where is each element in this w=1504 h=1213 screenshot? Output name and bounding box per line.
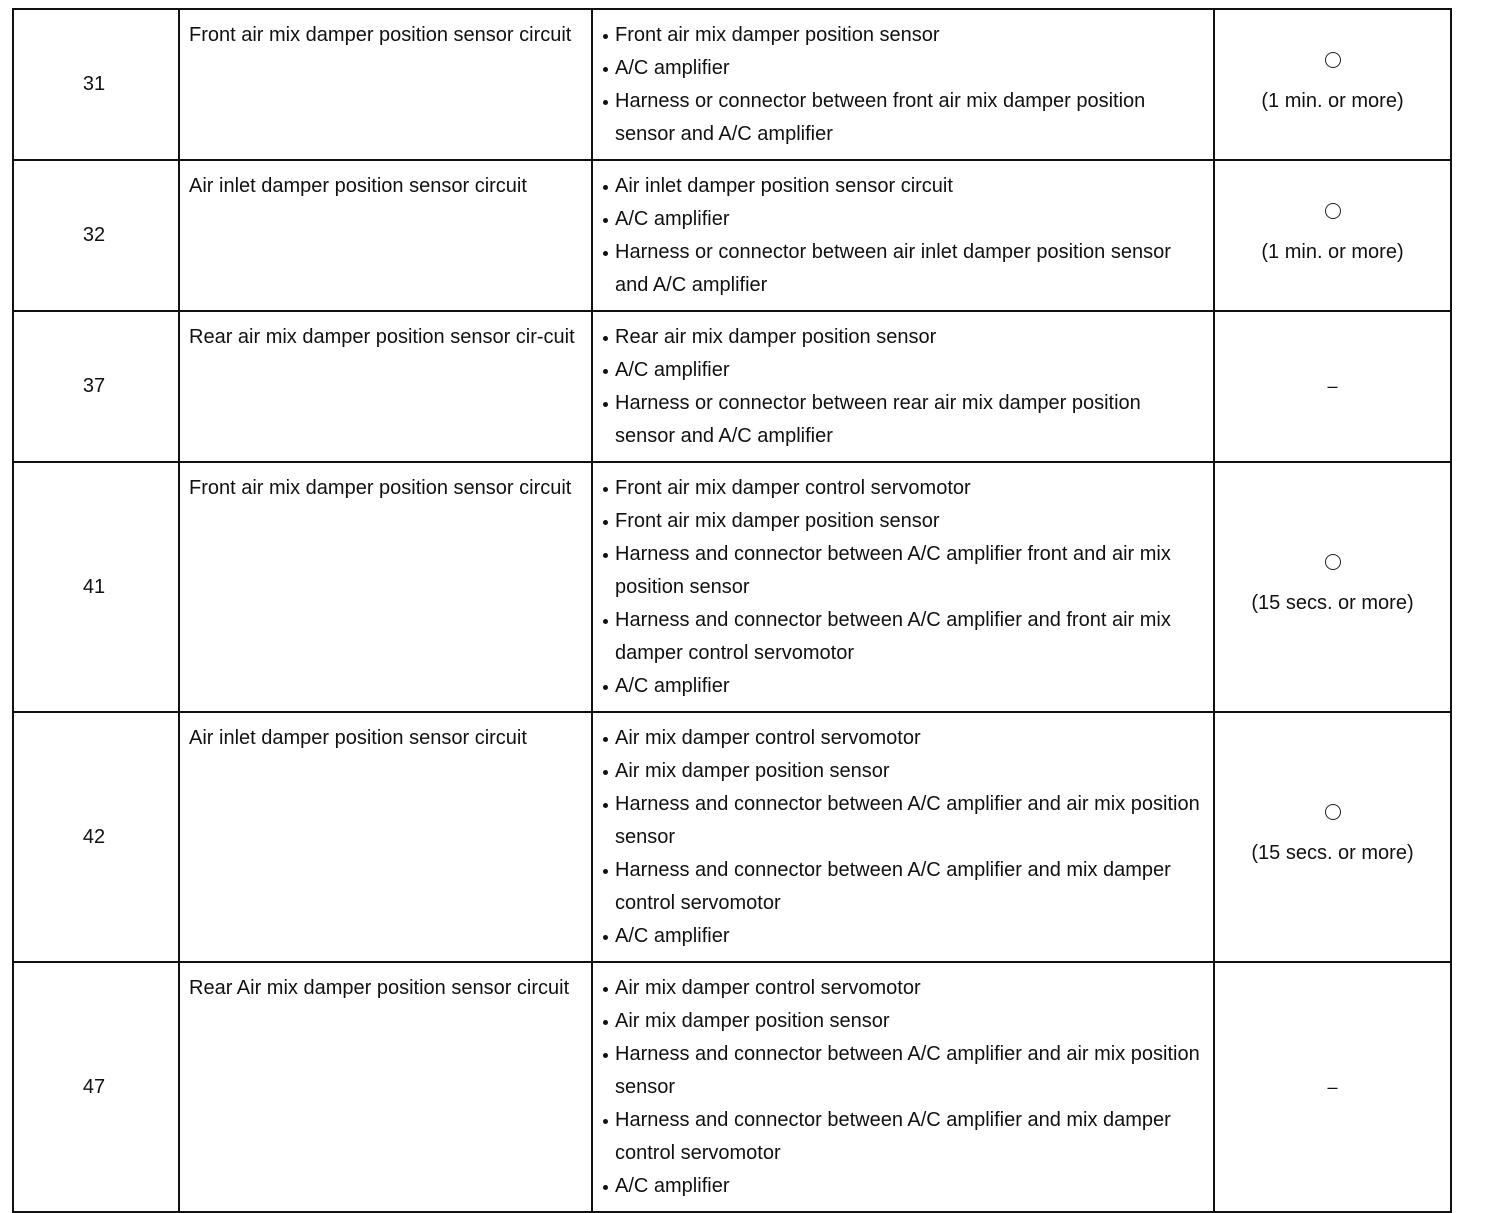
diagnostic-code: 41: [82, 575, 106, 598]
probable-cause-item: Harness or connector between air inlet damper position sensor and A/C amplifier: [602, 236, 1203, 302]
table-row: [13, 311, 1451, 462]
probable-cause-item: Front air mix damper control servomotor: [602, 472, 1203, 505]
not-applicable-dash: –: [1327, 376, 1338, 396]
memory-duration-text: (1 min. or more): [1261, 89, 1404, 112]
probable-cause-cell: [592, 311, 1214, 462]
memory-function-cell: [1214, 9, 1451, 160]
detected-item-text: Rear Air mix damper position sensor circuit: [189, 977, 570, 999]
probable-cause-item: Harness and connector between A/C amplifier and mix damper control servomotor: [602, 1104, 1203, 1170]
diagnostic-code-cell: [13, 311, 179, 462]
diagnostic-code-cell: [13, 712, 179, 962]
detected-item-text: Front air mix damper position sensor circuit: [189, 477, 572, 499]
probable-cause-cell: [592, 962, 1214, 1212]
probable-cause-item: Harness and connector between A/C amplifier and air mix position sensor: [602, 1038, 1203, 1104]
detected-item-cell: [179, 311, 592, 462]
table-row: [13, 462, 1451, 712]
diagnostic-code: 31: [82, 73, 106, 95]
detected-item-text: Air inlet damper position sensor circuit: [189, 175, 527, 197]
probable-cause-item: Harness and connector between A/C amplifier and mix damper control servomotor: [602, 854, 1203, 920]
memory-duration-text: (15 secs. or more): [1251, 842, 1414, 864]
probable-cause-item: A/C amplifier: [602, 203, 1203, 236]
table-row: [13, 9, 1451, 160]
table-row: [13, 712, 1451, 962]
diagnostic-code: 42: [82, 825, 106, 848]
detected-item-text: Front air mix damper position sensor circuit: [189, 24, 572, 46]
probable-cause-item: Air mix damper position sensor: [602, 755, 1203, 788]
diagnostic-code-cell: [13, 160, 179, 311]
memory-function-cell: [1214, 311, 1451, 462]
probable-cause-list: [602, 19, 1203, 151]
not-applicable-dash: –: [1327, 1076, 1338, 1097]
diagnosis-table-container: [12, 8, 1450, 1213]
probable-cause-item: Rear air mix damper position sensor: [602, 321, 1203, 354]
table-row: [13, 160, 1451, 311]
table-body: [13, 9, 1451, 1212]
probable-cause-item: Front air mix damper position sensor: [602, 19, 1203, 52]
probable-cause-item: Front air mix damper position sensor: [602, 505, 1203, 538]
probable-cause-item: Harness or connector between front air mix damper position sensor and A/C amplifier: [602, 85, 1203, 151]
probable-cause-cell: [592, 462, 1214, 712]
probable-cause-item: Air mix damper control servomotor: [602, 722, 1203, 755]
diagnosis-table: [12, 8, 1452, 1213]
probable-cause-item: A/C amplifier: [602, 52, 1203, 85]
probable-cause-list: [602, 170, 1203, 302]
probable-cause-cell: [592, 160, 1214, 311]
page-footer-mark: [14, 1166, 84, 1176]
probable-cause-item: A/C amplifier: [602, 1170, 1203, 1203]
probable-cause-list: [602, 972, 1203, 1203]
probable-cause-list: [602, 472, 1203, 703]
detected-item-cell: [179, 962, 592, 1212]
probable-cause-item: Air mix damper position sensor: [602, 1005, 1203, 1038]
probable-cause-item: Air inlet damper position sensor circuit: [602, 170, 1203, 203]
probable-cause-cell: [592, 712, 1214, 962]
diagnostic-code: 47: [82, 1075, 106, 1098]
memory-function-cell: [1214, 462, 1451, 712]
diagnostic-code: 37: [82, 375, 106, 397]
probable-cause-list: [602, 321, 1203, 453]
diagnostic-code-cell: [13, 9, 179, 160]
detected-item-text: Air inlet damper position sensor circuit: [189, 727, 527, 749]
diagnostic-code-cell: [13, 462, 179, 712]
probable-cause-list: [602, 722, 1203, 953]
detected-item-text: Rear air mix damper position sensor cir-cuit: [189, 326, 575, 348]
detected-item-cell: [179, 9, 592, 160]
circle-mark-icon: [1325, 554, 1341, 570]
detected-item-cell: [179, 712, 592, 962]
probable-cause-item: Harness and connector between A/C amplifier and air mix position sensor: [602, 788, 1203, 854]
circle-mark-icon: [1325, 52, 1341, 68]
probable-cause-cell: [592, 9, 1214, 160]
memory-duration-text: (15 secs. or more): [1251, 592, 1414, 614]
probable-cause-item: Harness and connector between A/C amplifier and front air mix damper control servomotor: [602, 604, 1203, 670]
circle-mark-icon: [1325, 203, 1341, 219]
probable-cause-item: Harness or connector between rear air mix damper position sensor and A/C amplifier: [602, 387, 1203, 453]
memory-function-cell: [1214, 712, 1451, 962]
table-row: [13, 962, 1451, 1212]
probable-cause-item: A/C amplifier: [602, 354, 1203, 387]
diagnostic-code: 32: [82, 224, 106, 246]
probable-cause-item: A/C amplifier: [602, 920, 1203, 953]
memory-function-cell: [1214, 962, 1451, 1212]
circle-mark-icon: [1325, 804, 1341, 820]
detected-item-cell: [179, 462, 592, 712]
probable-cause-item: A/C amplifier: [602, 670, 1203, 703]
memory-function-cell: [1214, 160, 1451, 311]
detected-item-cell: [179, 160, 592, 311]
memory-duration-text: (1 min. or more): [1261, 240, 1404, 263]
probable-cause-item: Air mix damper control servomotor: [602, 972, 1203, 1005]
probable-cause-item: Harness and connector between A/C amplifier front and air mix position sensor: [602, 538, 1203, 604]
